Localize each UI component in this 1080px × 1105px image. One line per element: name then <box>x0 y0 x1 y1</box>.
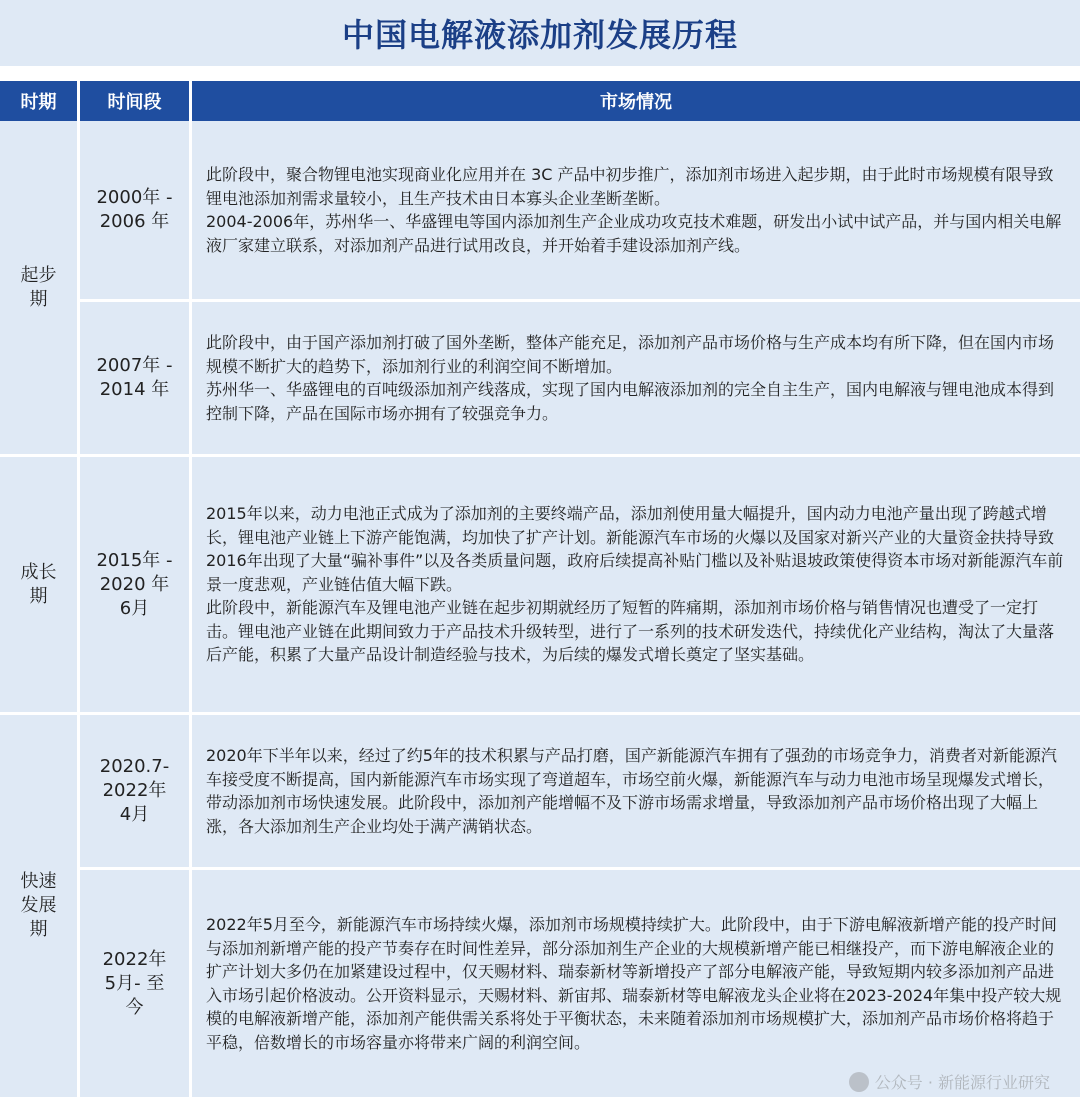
period-cell <box>0 715 80 1100</box>
span-cell <box>80 870 192 1100</box>
header-market: 市场情况 <box>192 81 1080 121</box>
period-cell <box>0 457 80 715</box>
period-cell <box>0 121 80 457</box>
desc-paragraph: 2015年以来，动力电池正式成为了添加剂的主要终端产品，添加剂使用量大幅提升，国内动力电池产量出现了跨越式增长，锂电池产业链上下游产能饱满，均加快了扩产计划。新能源汽车市场的火爆以及国家对新兴产业的大量资金扶持导致2016年出现了大量“骗补事件”以及各类质量问题，政府后续提高补贴门槛以及补贴退坡政策使得资本市场对新能源汽车前景一度悲观，产业链估值大幅下跌。 <box>206 504 1064 594</box>
development-table <box>0 81 1080 1100</box>
header-row <box>0 81 1080 121</box>
table-row <box>0 870 1080 1100</box>
desc-cell <box>192 870 1080 1100</box>
table-row <box>0 457 1080 715</box>
period-label: 起步期 <box>20 264 57 310</box>
span-label: 2000年 - 2006 年 <box>96 187 173 232</box>
span-cell <box>80 457 192 715</box>
table-row <box>0 121 1080 302</box>
span-cell <box>80 302 192 457</box>
period-label: 成长期 <box>20 561 57 607</box>
desc-cell <box>192 302 1080 457</box>
desc-paragraph: 2020年下半年以来，经过了约5年的技术积累与产品打磨，国产新能源汽车拥有了强劲的市场竞争力，消费者对新能源汽车接受度不断提高，国内新能源汽车市场实现了弯道超车，市场空前火爆，新能源汽车与动力电池市场呈现爆发式增长，带动添加剂市场快速发展。此阶段中，添加剂产能增幅不及下游市场需求增量，导致添加剂产品市场价格出现了大幅上涨，各大添加剂生产企业均处于满产满销状态。 <box>206 746 1057 836</box>
desc-paragraph: 2004-2006年，苏州华一、华盛锂电等国内添加剂生产企业成功攻克技术难题，研发出小试中试产品，并与国内相关电解液厂家建立联系，对添加剂产品进行试用改良，并开始着手建设添加剂产线。 <box>206 212 1062 255</box>
span-label: 2007年 - 2014 年 <box>96 355 173 400</box>
desc-paragraph: 此阶段中，由于国产添加剂打破了国外垄断，整体产能充足，添加剂产品市场价格与生产成本均有所下降，但在国内市场规模不断扩大的趋势下，添加剂行业的利润空间不断增加。 <box>206 333 1055 376</box>
table-row <box>0 715 1080 870</box>
header-span: 时间段 <box>80 81 192 121</box>
desc-cell <box>192 121 1080 302</box>
span-cell <box>80 121 192 302</box>
desc-paragraph: 2022年5月至今，新能源汽车市场持续火爆，添加剂市场规模持续扩大。此阶段中，由于下游电解液新增产能的投产时间与添加剂新增产能的投产节奏存在时间性差异，部分添加剂生产企业的大规模新增产能已相继投产，而下游电解液企业的扩产计划大多仍在加紧建设过程中，仅天赐材料、瑞泰新材等新增投产了部分电解液产能，导致短期内较多添加剂产品进入市场引起价格波动。公开资料显示，天赐材料、新宙邦、瑞泰新材等电解液龙头企业将在2023-2024年集中投产较大规模的电解液新增产能，添加剂产能供需关系将处于平衡状态，未来随着添加剂市场规模扩大，添加剂产品市场价格将趋于平稳，倍数增长的市场容量亦将带来广阔的利润空间。 <box>206 915 1062 1052</box>
desc-paragraph: 此阶段中，聚合物锂电池实现商业化应用并在 3C 产品中初步推广，添加剂市场进入起步期，由于此时市场规模有限导致锂电池添加剂需求量较小，且生产技术由日本寡头企业垄断垄断。 <box>206 165 1054 208</box>
watermark <box>849 1070 1050 1093</box>
header-period: 时期 <box>0 81 80 121</box>
span-cell <box>80 715 192 870</box>
desc-paragraph: 此阶段中，新能源汽车及锂电池产业链在起步初期就经历了短暂的阵痛期，添加剂市场价格与销售情况也遭受了一定打击。锂电池产业链在此期间致力于产品技术升级转型，进行了一系列的技术研发迭代，持续优化产业结构，淘汰了大量落后产能，积累了大量产品设计制造经验与技术，为后续的爆发式增长奠定了坚实基础。 <box>206 598 1055 665</box>
span-label: 2022年 5月- 至 今 <box>102 948 167 1018</box>
wechat-icon <box>849 1072 869 1092</box>
span-label: 2015年 - 2020 年6月 <box>96 549 173 619</box>
desc-cell <box>192 715 1080 870</box>
title-bar <box>0 0 1080 66</box>
desc-cell <box>192 457 1080 715</box>
watermark-text: 公众号 · 新能源行业研究 <box>874 1073 1050 1092</box>
page-title: 中国电解液添加剂发展历程 <box>341 16 738 54</box>
desc-paragraph: 苏州华一、华盛锂电的百吨级添加剂产线落成，实现了国内电解液添加剂的完全自主生产，国内电解液与锂电池成本得到控制下降，产品在国际市场亦拥有了较强竞争力。 <box>206 380 1055 423</box>
span-label: 2020.7- 2022年 4月 <box>99 756 170 825</box>
table-row <box>0 302 1080 457</box>
period-label: 快速发展期 <box>20 871 57 940</box>
